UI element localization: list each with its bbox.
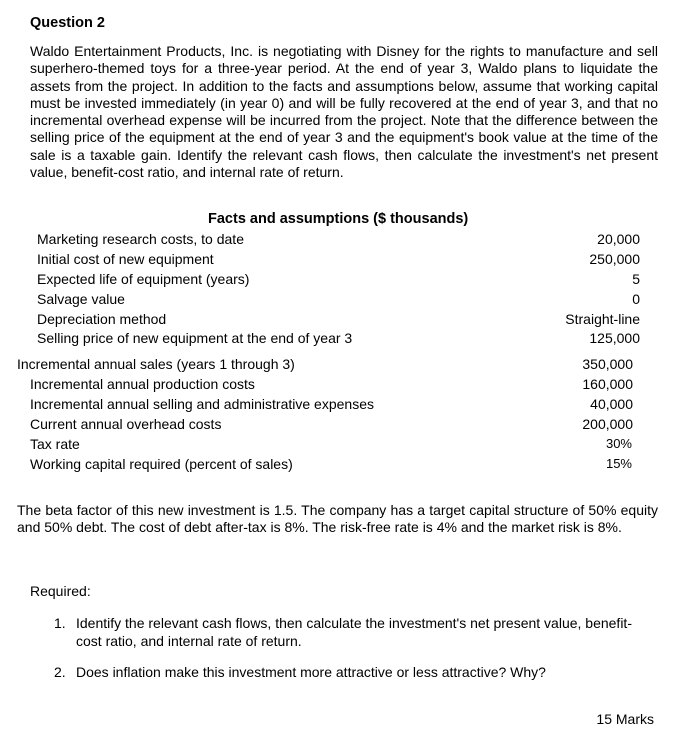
list-number: 2. [54, 664, 66, 680]
row-label: Depreciation method [37, 311, 167, 327]
table-row [37, 290, 640, 308]
row-label: Current annual overhead costs [30, 416, 222, 432]
row-value: 125,000 [589, 330, 640, 346]
row-value: 40,000 [590, 396, 633, 412]
list-number: 1. [54, 615, 66, 631]
row-label: Initial cost of new equipment [37, 251, 214, 267]
row-value: 160,000 [582, 376, 633, 392]
row-label: Working capital required (percent of sales) [30, 456, 293, 472]
list-text: Identify the relevant cash flows, then calculate the investment's net present value, benefit-cost ratio, and internal rate of return. [76, 615, 632, 649]
facts-table-heading: Facts and assumptions ($ thousands) [208, 211, 469, 227]
required-label: Required: [30, 583, 91, 599]
table-row [30, 375, 633, 393]
table-row [30, 415, 633, 433]
row-value: 250,000 [589, 251, 640, 267]
row-value: Straight-line [565, 311, 640, 327]
row-label: Incremental annual selling and administrative expenses [30, 396, 374, 412]
table-row [30, 435, 633, 453]
table-row [17, 355, 633, 373]
marks-label: 15 Marks [596, 711, 654, 727]
row-value: 20,000 [597, 231, 640, 247]
row-value: 5 [632, 271, 640, 287]
row-label: Marketing research costs, to date [37, 231, 244, 247]
list-text: Does inflation make this investment more attractive or less attractive? Why? [76, 664, 546, 680]
row-value: 200,000 [582, 416, 633, 432]
table-row [37, 329, 640, 347]
row-value: 15% [605, 456, 632, 471]
row-label: Expected life of equipment (years) [37, 271, 250, 287]
row-label: Tax rate [30, 436, 80, 452]
row-label: Incremental annual sales (years 1 through 3) [17, 356, 295, 372]
intro-paragraph: Waldo Entertainment Products, Inc. is negotiating with Disney for the rights to manufacture and sell superhero-themed toys for a three-year period. At the end of year 3, Waldo plans to liquidate the assets from the project. In addition to the facts and assumptions below, assume that working capital must be invested immediately (in year 0) and will be fully recovered at the end of year 3, and that no incremental overhead expense will be incurred from the project. Note that the difference between the selling price of the equipment at the end of year 3 and the equipment's book value at the time of the sale is a taxable gain. Identify the relevant cash flows, then calculate the investment's net present value, benefit-cost ratio, and internal rate of return. [30, 43, 658, 181]
table-row [37, 230, 640, 248]
table-row [37, 310, 640, 328]
row-value: 0 [632, 291, 640, 307]
row-label: Salvage value [37, 291, 125, 307]
row-value: 350,000 [582, 356, 633, 372]
beta-paragraph: The beta factor of this new investment is 1.5. The company has a target capital structure of 50% equity and 50% debt. The cost of debt after-tax is 8%. The risk-free rate is 4% and the market risk is 8%. [17, 502, 658, 536]
table-row [30, 395, 633, 413]
table-row [37, 250, 640, 268]
row-value: 30% [605, 436, 632, 451]
table-row [37, 270, 640, 288]
row-label: Incremental annual production costs [30, 376, 255, 392]
question-title: Question 2 [30, 15, 105, 31]
row-label: Selling price of new equipment at the end of year 3 [37, 330, 353, 346]
table-row [30, 455, 633, 473]
